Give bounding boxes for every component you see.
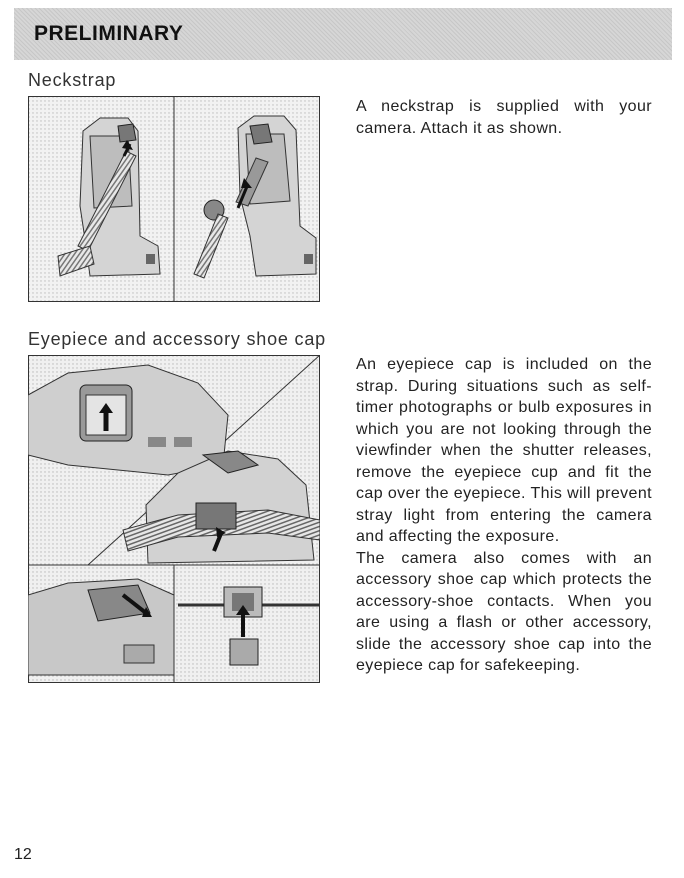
page-number: 12: [14, 846, 32, 863]
eyepiece-heading: Eyepiece and accessory shoe cap: [28, 329, 326, 349]
eyepiece-text: [356, 354, 652, 677]
eyepiece-figure: [28, 355, 320, 683]
page-title: PRELIMINARY: [34, 22, 184, 45]
eyepiece-paragraph-1: An eyepiece cap is included on the strap. During situations such as self-timer photographs or bulb exposures in which you are not looking through the viewfinder when the shutter releases, remove the eyepiece cup and fit the cap over the eyepiece. This will prevent stray light from entering the camera and affecting the exposure.: [356, 356, 652, 545]
neckstrap-text: [356, 96, 652, 139]
eyepiece-paragraph-2: The camera also comes with an accessory shoe cap which protects the accessory-shoe contacts. When you are using a flash or other accessory, slide the accessory shoe cap into the eyepiece cap for safekeeping.: [356, 549, 652, 674]
neckstrap-heading: Neckstrap: [28, 70, 117, 90]
neckstrap-figure: [28, 96, 320, 302]
header-banner: [14, 8, 672, 60]
eyepiece-cap-fit-illustration: [28, 579, 174, 675]
neckstrap-paragraph: A neckstrap is supplied with your camera. Attach it as shown.: [356, 98, 652, 137]
